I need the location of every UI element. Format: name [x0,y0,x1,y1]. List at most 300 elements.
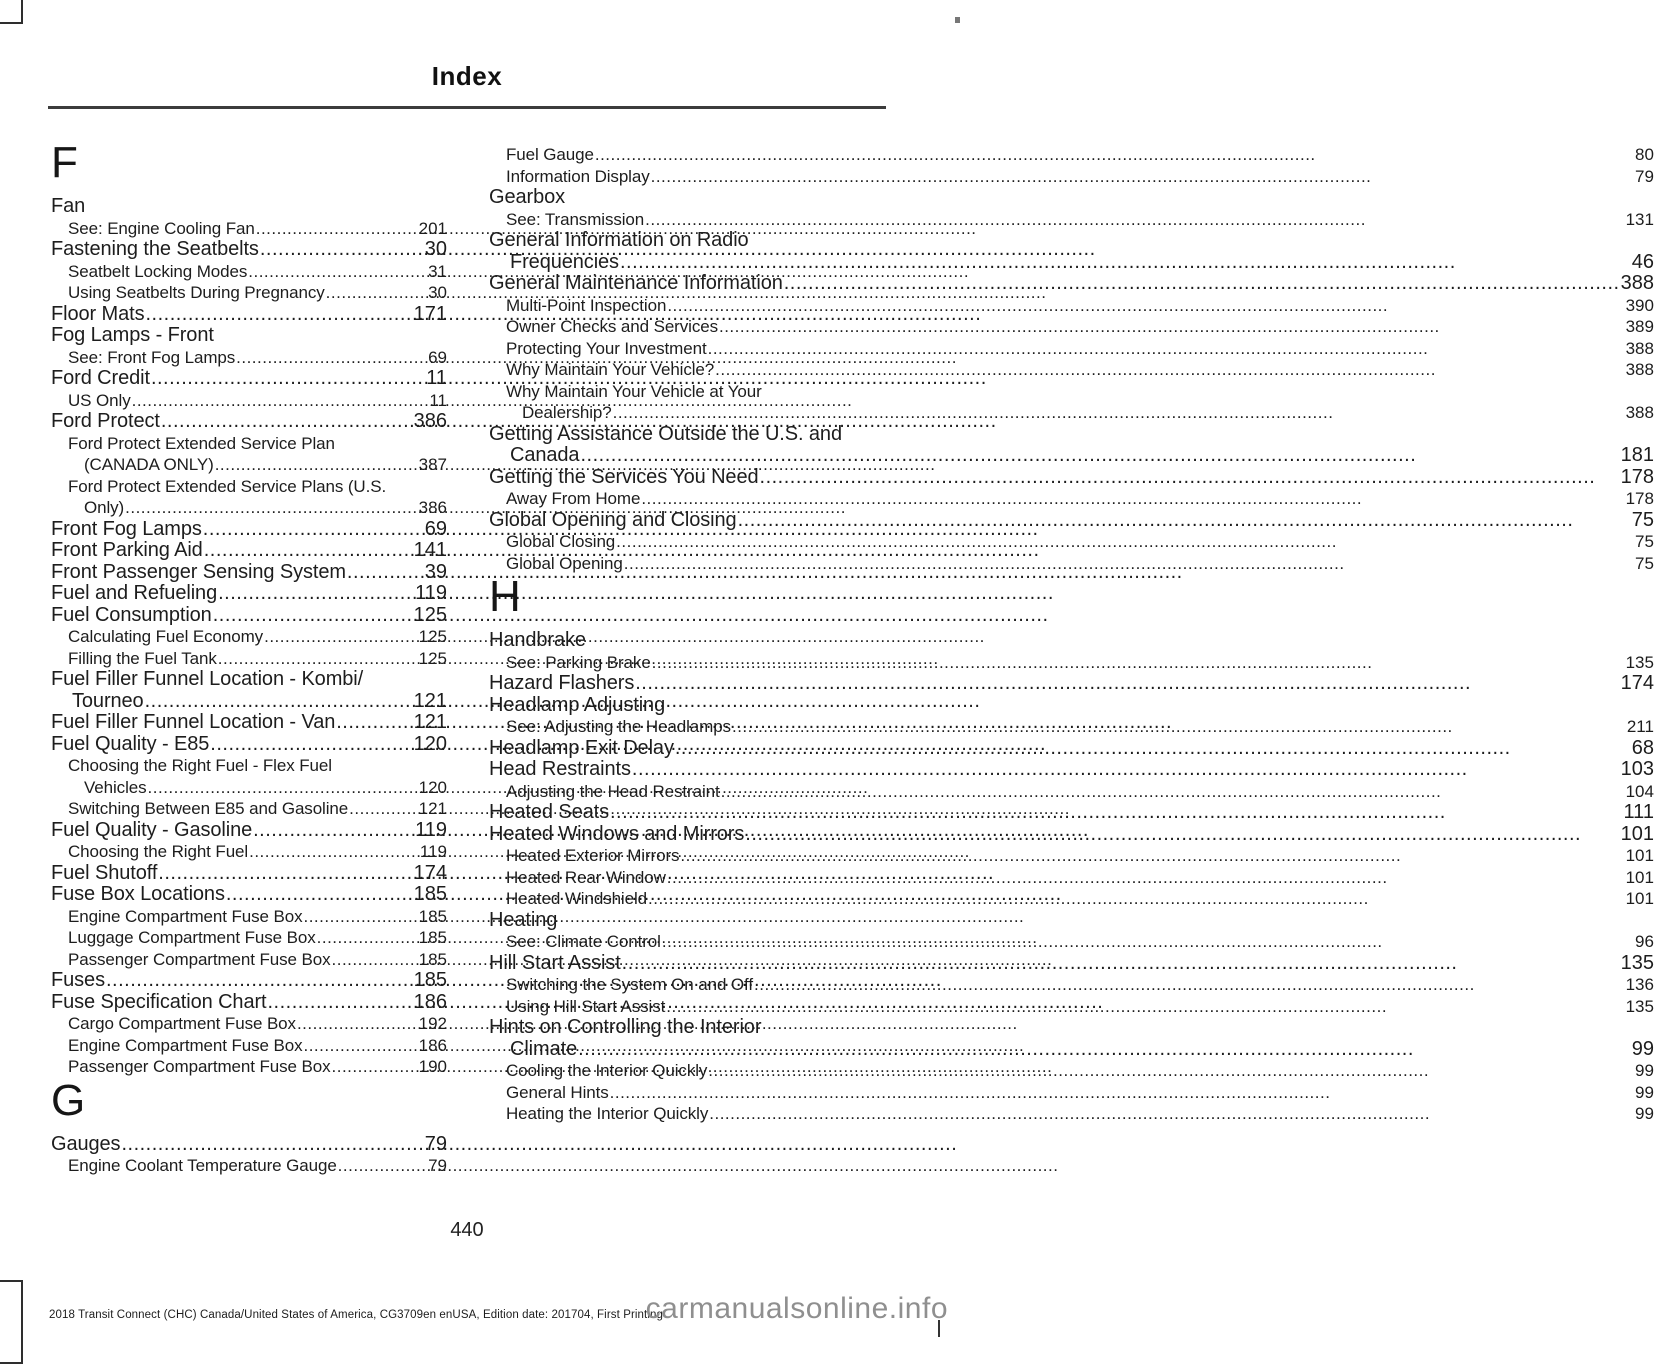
entry-label: Choosing the Right Fuel [68,842,249,861]
dot-leader [226,884,413,906]
entry-page-number: 186 [413,990,447,1013]
entry-label: Front Parking Aid [51,539,203,561]
dot-leader [580,445,1619,467]
page-content [48,0,1654,1337]
index-entry [489,802,1654,824]
entry-label: Fuse Specification Chart [51,990,267,1013]
index-entry [489,273,1654,295]
entry-label: Heating [489,908,558,931]
dot-leader [680,845,1624,867]
entry-page-number: 174 [1620,672,1654,694]
dot-leader [326,282,427,304]
index-entry [51,390,447,412]
entry-page-number: 192 [418,1014,447,1033]
entry-label: Fog Lamps - Front [51,324,214,346]
dot-leader [675,738,1631,760]
index-entry [51,798,447,820]
entry-label: Getting the Services You Need [489,465,759,488]
entry-page-number: 121 [413,689,447,712]
index-entry [51,648,447,670]
index-entry [489,931,1654,953]
entry-page-number: 121 [418,799,447,818]
entry-page-number: 119 [415,818,447,841]
entry-label: Global Opening [506,553,623,573]
index-entry [51,583,447,605]
entry-label: Floor Mats [51,302,145,325]
index-entry [489,402,1654,424]
entry-page-number: 121 [413,711,447,733]
dot-leader [151,368,425,390]
entry-label: Getting Assistance Outside the U.S. and [489,422,842,445]
dot-leader [620,252,1631,274]
entry-label: Dealership? [522,403,612,422]
dot-leader [158,863,412,885]
index-entry [51,755,447,777]
dot-leader [204,540,413,562]
entry-label: Only) [84,498,125,517]
entry-label: Adjusting the Head Restraint [506,781,720,801]
index-entry [489,867,1654,889]
entry-label: Why Maintain Your Vehicle? [506,360,715,379]
dot-leader [253,820,414,842]
entry-page-number: 101 [1625,867,1654,887]
entry-label: Head Restraints [489,758,631,780]
dot-leader [784,273,1620,295]
dot-leader [708,1060,1634,1082]
entry-page-number: 119 [415,582,447,604]
entry-page-number: 125 [418,648,447,668]
dot-leader [732,716,1626,738]
index-entry [489,845,1654,867]
entry-page-number: 390 [1625,295,1654,315]
index-entry [489,910,1654,932]
dot-leader [645,209,1624,231]
entry-label: Climate [510,1037,578,1060]
index-entry [51,777,447,799]
entry-label: Fuel Quality - Gasoline [51,818,253,841]
entry-page-number: 388 [1625,360,1654,379]
index-entry [51,454,447,476]
entry-label: Fuses [51,969,105,991]
entry-label: Passenger Compartment Fuse Box [68,1057,331,1076]
entry-label: Seatbelt Locking Modes [68,261,248,281]
entry-label: Why Maintain Your Vehicle at Your [506,381,762,401]
entry-page-number: 389 [1625,317,1654,336]
entry-label: (CANADA ONLY) [84,455,214,474]
dot-leader [610,1082,1634,1104]
index-entry [489,673,1654,695]
index-entry [51,476,447,498]
dot-leader [317,927,418,949]
entry-page-number: 185 [418,906,447,926]
entry-page-number: 386 [418,498,447,517]
index-entry [489,996,1654,1018]
entry-page-number: 79 [1635,166,1654,186]
dot-leader [347,562,424,584]
dot-leader [215,454,418,476]
dot-leader [210,734,412,756]
entry-label: Handbrake [489,629,586,651]
page-number: 440 [450,1219,484,1241]
entry-page-number: 125 [418,627,447,646]
dot-leader [595,144,1634,166]
dot-leader [145,691,413,713]
entry-label: Calculating Fuel Economy [68,627,264,646]
index-entry [51,841,447,863]
dot-leader [332,1056,418,1078]
entry-page-number: 101 [1620,822,1654,845]
entry-label: Multi-Point Inspection [506,295,667,315]
entry-page-number: 31 [428,261,447,281]
index-entry [489,531,1654,553]
entry-page-number: 125 [413,603,447,626]
dot-leader [709,1103,1634,1125]
index-entry [51,540,447,562]
entry-label: Owner Checks and Services [506,317,718,336]
entry-label: Heating the Interior Quickly [506,1104,709,1123]
edition-footer: 2018 Transit Connect (CHC) Canada/United States of America, CG3709en enUSA, Edition date: 201704, First Printing [49,1309,663,1321]
dot-leader [715,359,1624,381]
index-entry [489,166,1654,188]
index-entry [51,927,447,949]
entry-label: Headlamp Exit Delay [489,736,674,759]
entry-page-number: 178 [1620,465,1654,488]
entry-label: Gearbox [489,186,566,208]
dot-leader [213,605,413,627]
entry-label: Canada [510,444,580,466]
entry-label: Fuel Quality - E85 [51,732,210,755]
entry-label: Fuse Box Locations [51,883,225,905]
dot-leader [624,553,1634,575]
entry-page-number: 101 [1625,846,1654,865]
entry-page-number: 185 [418,928,447,947]
entry-page-number: 103 [1620,758,1654,780]
section-letter: F [51,138,79,187]
entry-page-number: 388 [1625,403,1654,422]
entry-label: Tourneo [72,689,144,712]
index-entry [51,970,447,992]
entry-label: Fuel Filler Funnel Location - Van [51,711,336,733]
index-entry [51,884,447,906]
index-entry [51,1056,447,1078]
entry-page-number: 135 [1625,996,1654,1016]
dot-leader [754,974,1625,996]
index-entry [489,445,1654,467]
index-entry [489,738,1654,760]
dot-leader [338,1155,427,1177]
index-entry [489,1039,1654,1061]
entry-page-number: 186 [418,1035,447,1055]
dot-leader [260,239,424,261]
index-entry [489,953,1654,975]
dot-leader [148,777,418,799]
index-entry [51,712,447,734]
entry-page-number: 75 [1635,532,1654,551]
dot-leader [267,992,412,1014]
index-entry [51,1155,447,1177]
index-entry [489,467,1654,489]
entry-label: See: Parking Brake [506,652,651,672]
index-entry [51,196,447,218]
dot-leader [303,1035,417,1057]
entry-page-number: 69 [428,347,447,367]
index-entry [489,1060,1654,1082]
dot-leader [708,338,1625,360]
entry-page-number: 190 [418,1057,447,1076]
entry-label: Front Passenger Sensing System [51,560,346,583]
dot-leader [719,316,1625,338]
index-entry [51,411,447,433]
entry-page-number: 386 [413,410,447,432]
index-entry [489,974,1654,996]
entry-label: Front Fog Lamps [51,517,202,540]
entry-label: Hints on Controlling the Interior [489,1016,762,1038]
index-entry [51,304,447,326]
index-entry [489,144,1654,166]
entry-label: Cooling the Interior Quickly [506,1061,708,1080]
dot-leader [249,841,419,863]
dot-leader [662,931,1634,953]
entry-label: Headlamp Adjusting [489,693,666,716]
dot-leader [648,888,1625,910]
entry-page-number: 131 [1625,209,1654,229]
entry-label: Ford Protect [51,410,160,432]
entry-page-number: 120 [413,732,447,755]
index-entry [51,497,447,519]
entry-label: Hill Start Assist [489,951,621,974]
title-divider [48,106,886,109]
index-entry [51,669,447,691]
index-entry [489,781,1654,803]
entry-page-number: 178 [1625,489,1654,508]
entry-page-number: 79 [428,1156,447,1175]
entry-page-number: 30 [424,238,447,260]
entry-label: Global Closing [506,532,616,551]
right-column [489,140,1654,1177]
entry-label: Using Seatbelts During Pregnancy [68,283,325,302]
entry-label: Fuel Shutoff [51,861,158,884]
entry-page-number: 185 [413,969,447,991]
index-entry [51,949,447,971]
entry-label: Using Hill Start Assist [506,996,666,1016]
entry-label: Engine Coolant Temperature Gauge [68,1156,337,1175]
entry-page-number: 80 [1635,145,1654,164]
entry-label: Passenger Compartment Fuse Box [68,949,331,969]
dot-leader [622,953,1620,975]
dot-leader [578,1039,1631,1061]
dot-leader [121,1134,423,1156]
dot-leader [248,261,427,283]
index-entry [489,695,1654,717]
entry-label: Fastening the Seatbelts [51,238,259,260]
index-entry [489,510,1654,532]
entry-label: Hazard Flashers [489,672,635,694]
index-entry [51,519,447,541]
dot-leader [264,626,418,648]
entry-page-number: 30 [428,283,447,302]
index-entry [489,187,1654,209]
index-entry [51,734,447,756]
entry-page-number: 135 [1625,652,1654,672]
index-entry [51,691,447,713]
index-entry [51,325,447,347]
index-entry [489,716,1654,738]
entry-label: See: Climate Control [506,932,661,951]
index-entry [51,562,447,584]
index-entry [51,906,447,928]
dot-leader [336,712,412,734]
entry-label: Protecting Your Investment [506,338,707,358]
entry-page-number: 46 [1631,250,1654,273]
entry-label: Luggage Compartment Fuse Box [68,928,316,947]
entry-label: Fan [51,195,86,217]
section-letter: H [489,572,522,621]
dot-leader [610,802,1623,824]
index-entry [51,239,447,261]
entry-page-number: 387 [418,455,447,474]
left-column [51,140,447,1177]
entry-label: Ford Protect Extended Service Plans (U.S. [68,476,387,496]
index-entry [51,626,447,648]
index-entry [489,1017,1654,1039]
dot-leader [145,304,412,326]
entry-label: Gauges [51,1132,121,1155]
dot-leader [236,347,427,369]
entry-label: Information Display [506,166,650,186]
entry-page-number: 185 [413,883,447,905]
dot-leader [349,798,418,820]
entry-page-number: 135 [1620,951,1654,974]
index-entry [51,347,447,369]
index-entry [51,261,447,283]
entry-label: Fuel Filler Funnel Location - Kombi/ [51,668,364,690]
entry-page-number: 119 [419,842,447,861]
entry-page-number: 75 [1635,553,1654,573]
entry-label: Choosing the Right Fuel - Flex Fuel [68,756,332,775]
entry-label: Engine Compartment Fuse Box [68,1035,303,1055]
index-entry [51,433,447,455]
index-entry [51,368,447,390]
dot-leader [652,652,1625,674]
entry-page-number: 11 [429,390,447,410]
dot-leader [106,970,413,992]
entry-label: Filling the Fuel Tank [68,648,217,668]
index-entry [51,863,447,885]
index-entry [489,424,1654,446]
index-entry [51,992,447,1014]
dot-leader [667,295,1624,317]
index-entry [51,218,447,240]
entry-label: See: Front Fog Lamps [68,347,236,367]
index-entry [51,1134,447,1156]
index-entry [489,209,1654,231]
index-columns [51,138,1654,1177]
dot-leader [760,467,1620,489]
dot-leader [616,531,1634,553]
dot-leader [218,648,418,670]
entry-label: Heated Seats [489,801,609,823]
entry-label: Heated Windows and Mirrors [489,822,745,845]
index-entry [489,488,1654,510]
entry-label: US Only [68,390,131,410]
entry-page-number: 99 [1635,1104,1654,1123]
index-entry [489,652,1654,674]
dot-leader [332,949,418,971]
entry-label: Heated Exterior Mirrors [506,846,680,865]
index-entry [489,1103,1654,1125]
index-entry [489,888,1654,910]
entry-page-number: 75 [1631,508,1654,531]
dot-leader [613,402,1625,424]
index-entry [489,553,1654,575]
dot-leader [132,390,429,412]
index-entry [51,820,447,842]
entry-page-number: 388 [1625,338,1654,358]
dot-leader [666,996,1624,1018]
entry-label: General Information on Radio [489,229,749,251]
entry-label: Switching the System On and Off [506,975,753,994]
entry-label: See: Engine Cooling Fan [68,218,255,238]
entry-page-number: 11 [426,367,447,389]
index-entry [489,252,1654,274]
dot-leader [218,583,414,605]
entry-label: Global Opening and Closing [489,508,737,531]
dot-leader [745,824,1619,846]
watermark: carmanualsonline.info [645,1292,948,1325]
index-entry [51,605,447,627]
entry-label: See: Transmission [506,209,645,229]
dot-leader [641,488,1624,510]
entry-page-number: 174 [413,861,447,884]
entry-page-number: 99 [1635,1082,1654,1102]
index-entry [51,282,447,304]
entry-page-number: 104 [1625,781,1654,801]
dot-leader [161,411,413,433]
dot-leader [738,510,1631,532]
entry-label: Away From Home [506,489,641,508]
entry-page-number: 99 [1631,1037,1654,1060]
index-entry [489,630,1654,652]
index-entry [489,230,1654,252]
entry-page-number: 39 [424,560,447,583]
entry-page-number: 141 [413,539,447,561]
entry-page-number: 68 [1631,736,1654,759]
dot-leader [256,218,418,240]
index-entry [489,359,1654,381]
entry-page-number: 99 [1635,1061,1654,1080]
entry-label: Heated Windshield [506,889,647,908]
entry-page-number: 111 [1623,801,1654,823]
page-title: Index [431,61,503,91]
entry-page-number: 181 [1620,444,1654,466]
entry-label: Switching Between E85 and Gasoline [68,799,349,818]
crop-mark-top-left [0,0,23,24]
index-entry [51,1035,447,1057]
entry-page-number: 388 [1620,272,1654,294]
index-entry [489,1082,1654,1104]
crop-mark-top-right [955,17,960,23]
index-entry [489,316,1654,338]
crop-mark-bottom-left [0,1280,23,1364]
dot-leader [651,166,1634,188]
entry-page-number: 201 [418,218,447,238]
entry-label: Fuel Consumption [51,603,212,626]
index-entry [51,1013,447,1035]
entry-label: Cargo Compartment Fuse Box [68,1014,296,1033]
dot-leader [203,519,424,541]
entry-label: Ford Credit [51,367,150,389]
index-entry [489,824,1654,846]
